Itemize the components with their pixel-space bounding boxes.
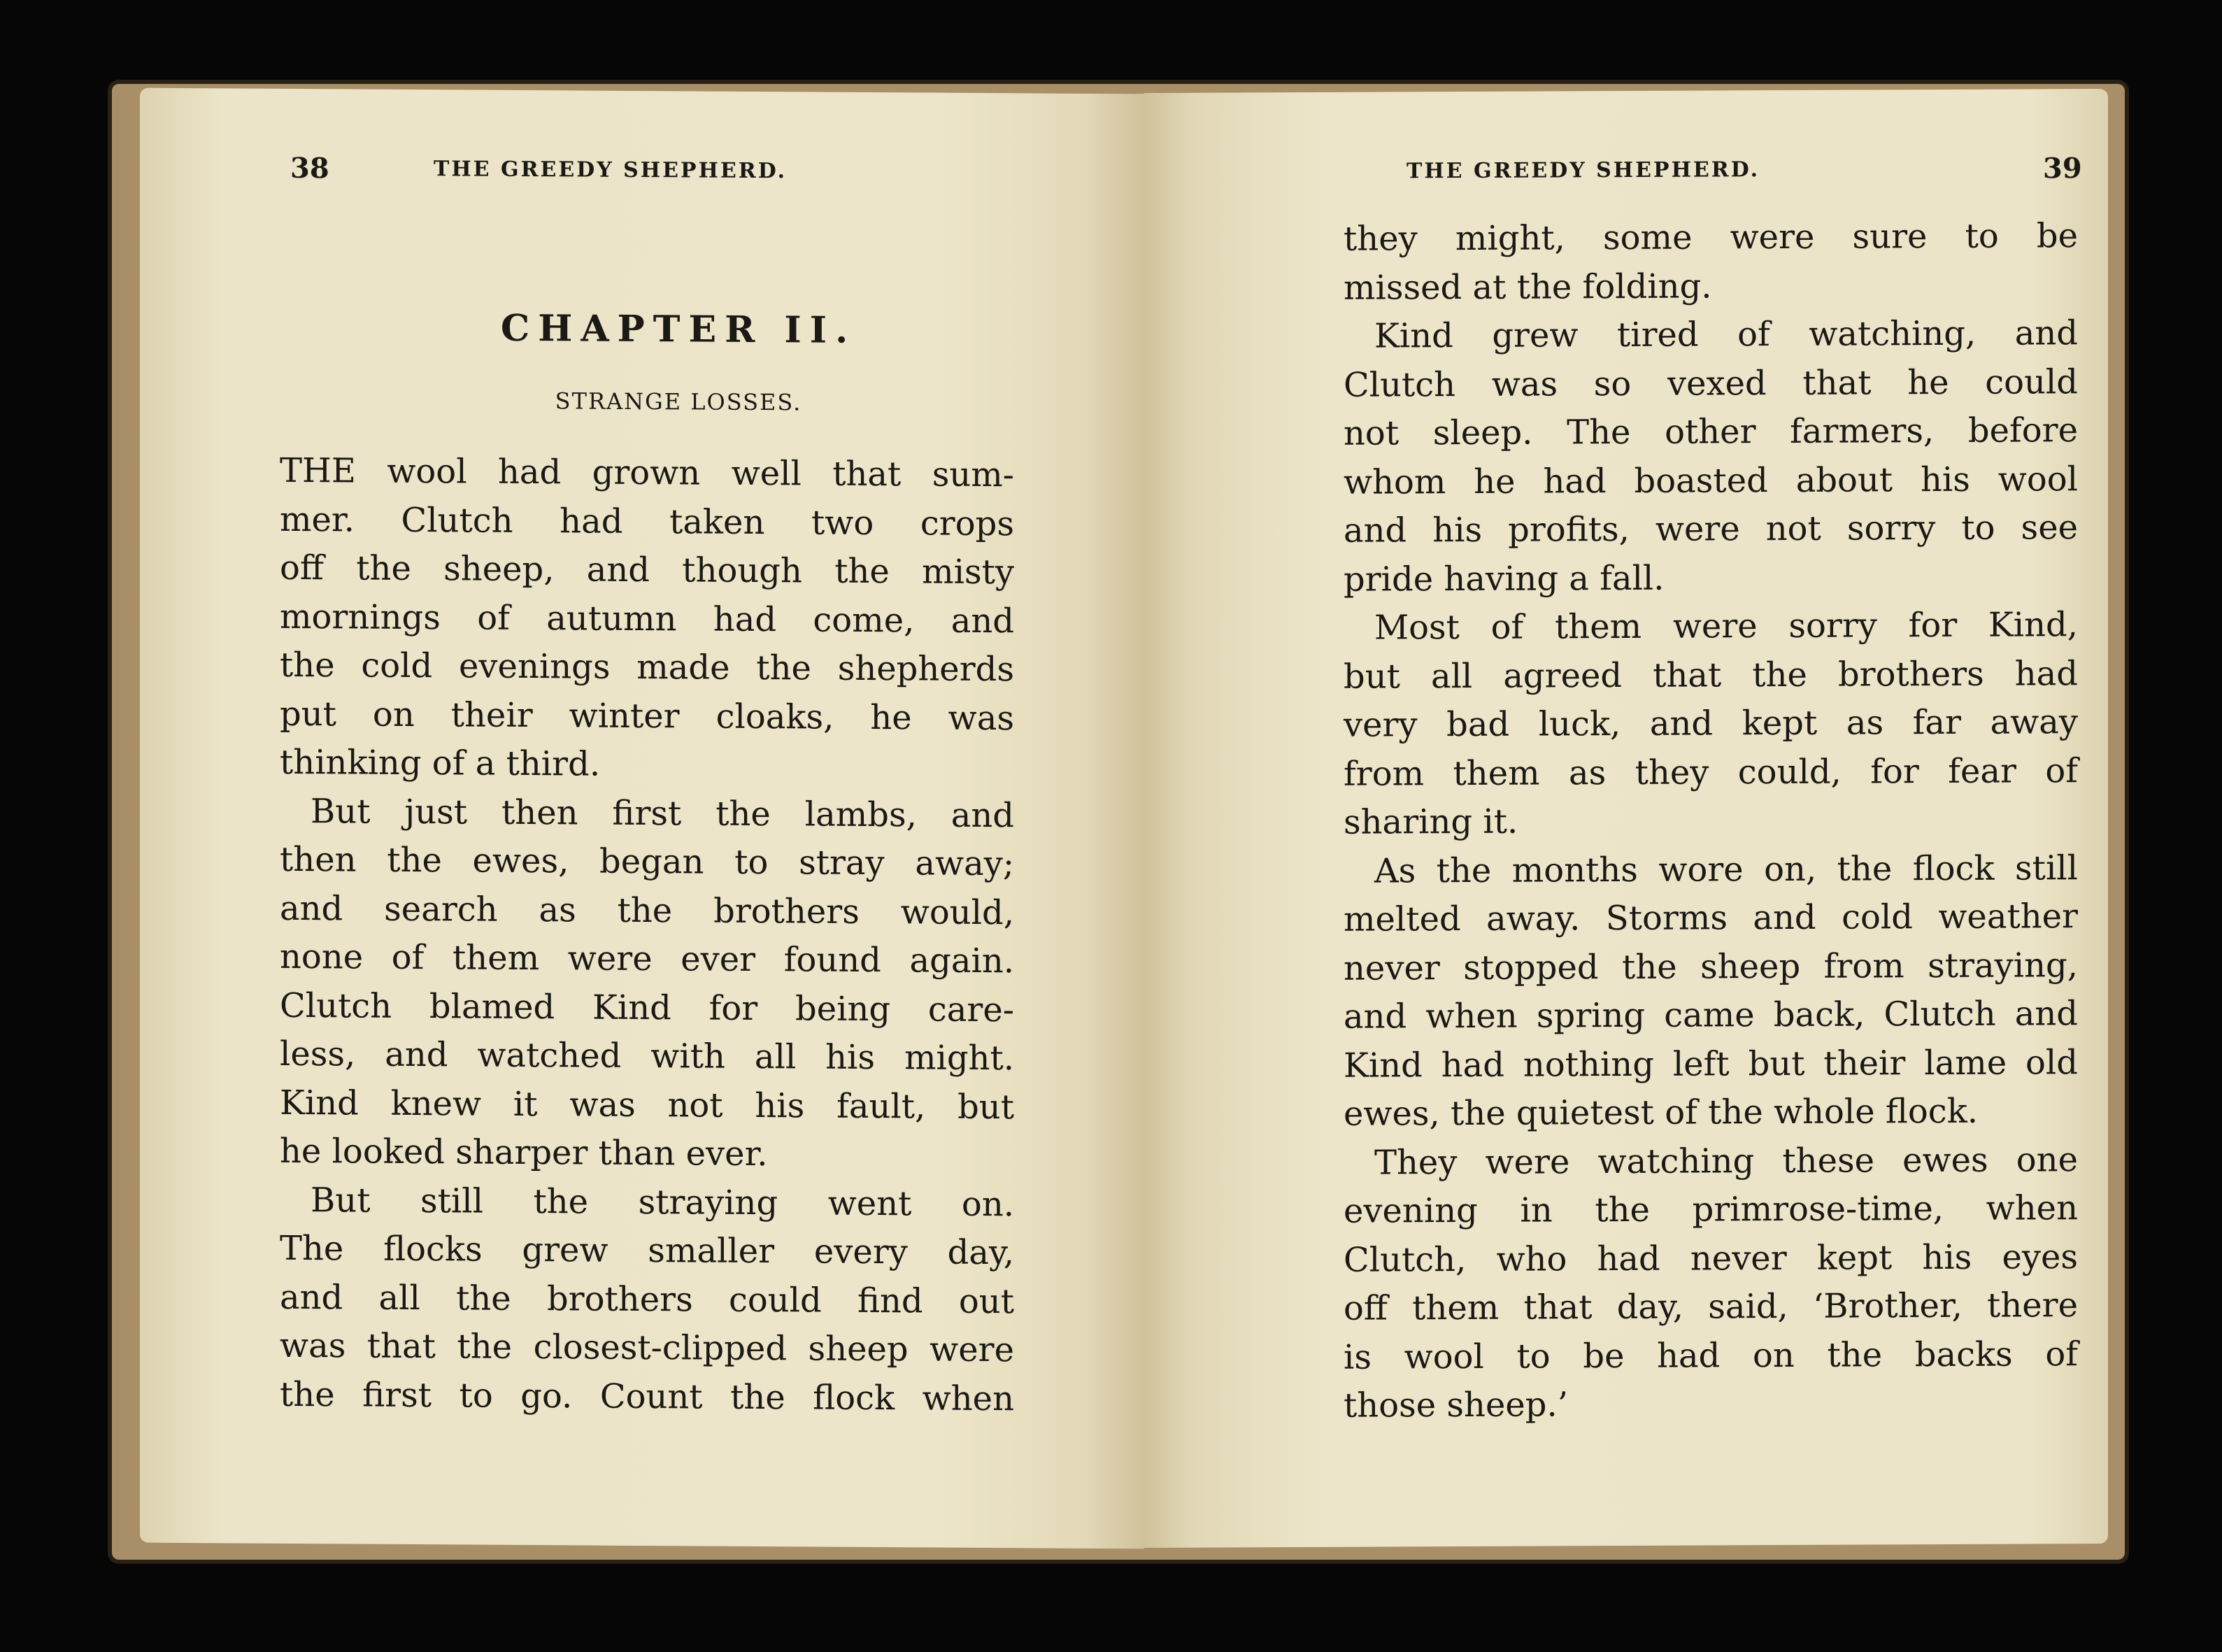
text-line: pride having a fall. <box>1344 558 1665 599</box>
text-line: Most of them were sorry for Kind, <box>1374 605 2078 648</box>
text-line: mornings of autumn had come, and <box>280 597 1014 641</box>
text-line: off them that day, said, ‘Brother, there <box>1344 1286 2078 1328</box>
right-running-head <box>1144 152 2108 198</box>
text-line: never stopped the sheep from straying, <box>1344 945 2078 988</box>
right-page <box>1144 89 2108 1548</box>
chapter-title: STRANGE LOSSES. <box>555 387 802 416</box>
text-line: Kind knew it was not his fault, but <box>280 1083 1014 1127</box>
text-line: THE wool had grown well that sum- <box>280 450 1014 495</box>
text-line: less, and watched with all his might. <box>280 1034 1014 1078</box>
text-line: They were watching these ewes one <box>1374 1139 2078 1183</box>
left-running-head <box>140 151 1144 199</box>
text-line: Kind had nothing left but their lame old <box>1344 1042 2078 1085</box>
text-line: off the sheep, and though the misty <box>280 548 1014 592</box>
text-line: they might, some were sure to be <box>1344 216 2078 259</box>
left-page-number: 38 <box>290 151 329 185</box>
text-line: the cold evenings made the shepherds <box>280 645 1014 690</box>
text-line: and search as the brothers would, <box>280 888 1014 932</box>
text-line: and when spring came back, Clutch and <box>1344 994 2078 1037</box>
text-line: very bad luck, and kept as far away <box>1344 702 2078 745</box>
text-line: But just then first the lambs, and <box>311 791 1014 835</box>
text-line: melted away. Storms and cold weather <box>1344 897 2078 939</box>
text-line: those sheep.’ <box>1344 1385 1568 1425</box>
text-line: missed at the folding. <box>1344 266 1712 308</box>
text-line: was that the closest-clipped sheep were <box>280 1325 1014 1370</box>
left-page <box>140 88 1144 1549</box>
chapter-heading: CHAPTER II. <box>500 306 857 352</box>
text-line: put on their winter cloaks, he was <box>280 694 1014 738</box>
text-line: none of them were ever found again. <box>280 937 1014 981</box>
left-running-title: THE GREEDY SHEPHERD. <box>434 157 788 184</box>
text-line: Clutch, who had never kept his eyes <box>1344 1237 2078 1280</box>
text-line: thinking of a third. <box>280 742 601 784</box>
text-line: and all the brothers could find out <box>280 1277 1014 1321</box>
text-line: Kind grew tired of watching, and <box>1374 313 2078 356</box>
text-line: the first to go. Count the flock when <box>280 1374 1014 1418</box>
left-page-text <box>280 447 1014 1423</box>
text-line: and his profits, were not sorry to see <box>1344 508 2078 550</box>
right-page-number: 39 <box>2043 152 2082 185</box>
text-line: whom he had boasted about his wool <box>1344 459 2078 502</box>
text-line: But still the straying went on. <box>311 1180 1014 1224</box>
text-line: sharing it. <box>1344 802 1518 842</box>
right-page-text <box>1344 212 2078 1430</box>
text-line: mer. Clutch had taken two crops <box>280 499 1014 543</box>
text-line: As the months wore on, the flock still <box>1374 848 2078 891</box>
right-running-title: THE GREEDY SHEPHERD. <box>1406 157 1760 184</box>
text-line: but all agreed that the brothers had <box>1344 653 2078 697</box>
text-line: not sleep. The other farmers, before <box>1344 411 2078 453</box>
text-line: Clutch blamed Kind for being care- <box>280 985 1014 1030</box>
open-book <box>112 84 2125 1560</box>
text-line: The flocks grew smaller every day, <box>280 1228 1014 1273</box>
text-line: evening in the primrose-time, when <box>1344 1188 2078 1231</box>
text-line: Clutch was so vexed that he could <box>1344 362 2078 405</box>
text-line: from them as they could, for fear of <box>1344 750 2078 794</box>
text-line: he looked sharper than ever. <box>280 1131 768 1174</box>
text-line: is wool to be had on the backs of <box>1344 1334 2078 1377</box>
text-line: then the ewes, began to stray away; <box>280 839 1014 884</box>
text-line: ewes, the quietest of the whole flock. <box>1344 1091 1979 1134</box>
